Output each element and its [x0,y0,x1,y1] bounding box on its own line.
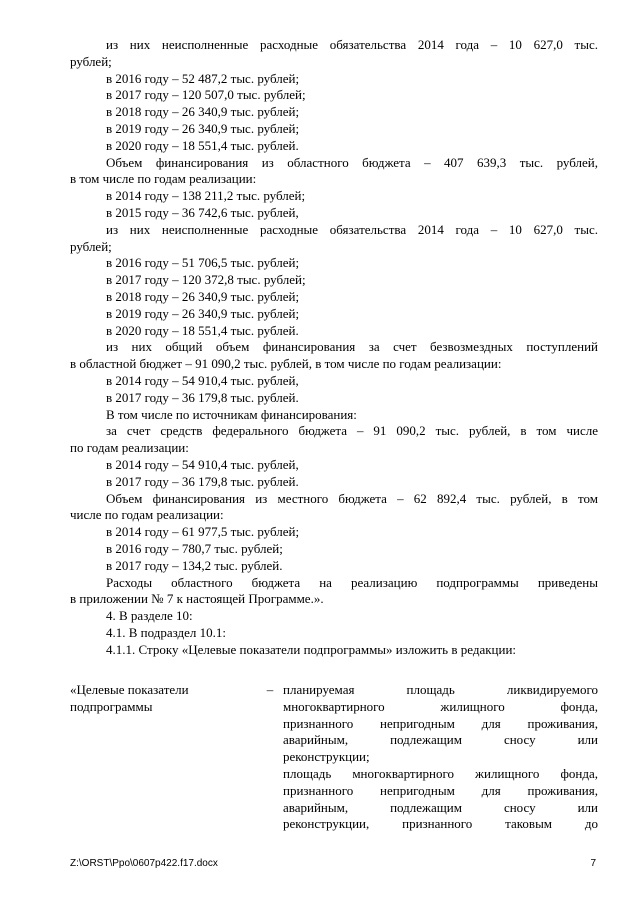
text-line: Расходы областного бюджета на реализацию подпрограммы приведены [106,574,598,590]
target-indicators-table [70,682,598,832]
table-label-line: «Целевые показатели [70,682,189,697]
text-line: в 2016 году – 52 487,2 тыс. рублей; [106,70,300,86]
text-line: в 2016 году – 51 706,5 тыс. рублей; [106,255,300,271]
text-line: в 2015 году – 36 742,6 тыс. рублей, [106,204,299,220]
text-line: в 2017 году – 120 372,8 тыс. рублей; [106,272,306,288]
text-line: из них общий объем финансирования за счет безвозмездных поступлений [106,339,598,355]
table-label-line: подпрограммы [70,698,153,714]
table-right-column [283,682,598,833]
text-line: в 2016 году – 780,7 тыс. рублей; [106,540,283,556]
text-line: в приложении № 7 к настоящей Программе.». [70,591,324,607]
text-line: в 2017 году – 120 507,0 тыс. рублей; [106,87,306,103]
table-value-line: признанного непригодным для проживания, [283,782,598,798]
text-line: в 2014 году – 54 910,4 тыс. рублей, [106,456,299,472]
text-line: 4.1. В подраздел 10.1: [106,624,227,640]
table-value-line: многоквартирного жилищного фонда, [283,698,598,714]
text-line: по годам реализации: [70,440,189,456]
page-number: 7 [590,858,596,869]
text-line: в 2019 году – 26 340,9 тыс. рублей; [106,305,300,321]
text-line: В том числе по источникам финансирования: [106,406,357,422]
text-line: в 2018 году – 26 340,9 тыс. рублей; [106,104,300,120]
text-line: Объем финансирования из местного бюджета – 62 892,4 тыс. рублей, в том [106,490,598,506]
text-line: в 2014 году – 138 211,2 тыс. рублей; [106,188,306,204]
table-value-line: признанного непригодным для проживания, [283,715,598,731]
table-value-line: площадь многоквартирного жилищного фонда, [283,765,598,781]
table-value-line: реконструкции, признанного таковым до [283,816,598,832]
text-line: в том числе по годам реализации: [70,171,257,187]
text-line: в областной бюджет – 91 090,2 тыс. рублей, в том числе по годам реализации: [70,356,502,372]
text-line: в 2014 году – 54 910,4 тыс. рублей, [106,372,299,388]
text-line: из них неисполненные расходные обязательства 2014 года – 10 627,0 тыс. [106,37,598,52]
table-value-line: аварийным, подлежащим сносу или [283,799,598,815]
text-line: из них неисполненные расходные обязательства 2014 года – 10 627,0 тыс. [106,221,598,237]
table-value-line: планируемая площадь ликвидируемого [283,682,598,697]
text-line: в 2018 году – 26 340,9 тыс. рублей; [106,288,300,304]
text-line: в 2014 году – 61 977,5 тыс. рублей; [106,524,300,540]
text-line: в 2020 году – 18 551,4 тыс. рублей. [106,137,299,153]
text-line: за счет средств федерального бюджета – 91 090,2 тыс. рублей, в том числе [106,423,598,439]
table-left-column [70,682,240,716]
table-dash: – [266,682,274,697]
file-path: Z:\ORST\Ppo\0607p422.f17.docx [70,858,218,869]
document-body [70,37,598,658]
text-line: рублей; [70,238,112,254]
text-line: Объем финансирования из областного бюджета – 407 639,3 тыс. рублей, [106,154,598,170]
text-line: в 2020 году – 18 551,4 тыс. рублей. [106,322,299,338]
text-line: в 2017 году – 36 179,8 тыс. рублей. [106,389,299,405]
text-line: 4. В разделе 10: [106,608,193,624]
table-value-line: аварийным, подлежащим сносу или [283,732,598,748]
text-line: числе по годам реализации: [70,507,224,523]
table-value-line: реконструкции; [283,749,370,765]
text-line: в 2019 году – 26 340,9 тыс. рублей; [106,120,300,136]
text-line: 4.1.1. Строку «Целевые показатели подпрограммы» изложить в редакции: [106,641,517,657]
text-line: в 2017 году – 134,2 тыс. рублей. [106,557,283,573]
text-line: в 2017 году – 36 179,8 тыс. рублей. [106,473,299,489]
text-line: рублей; [70,53,112,69]
